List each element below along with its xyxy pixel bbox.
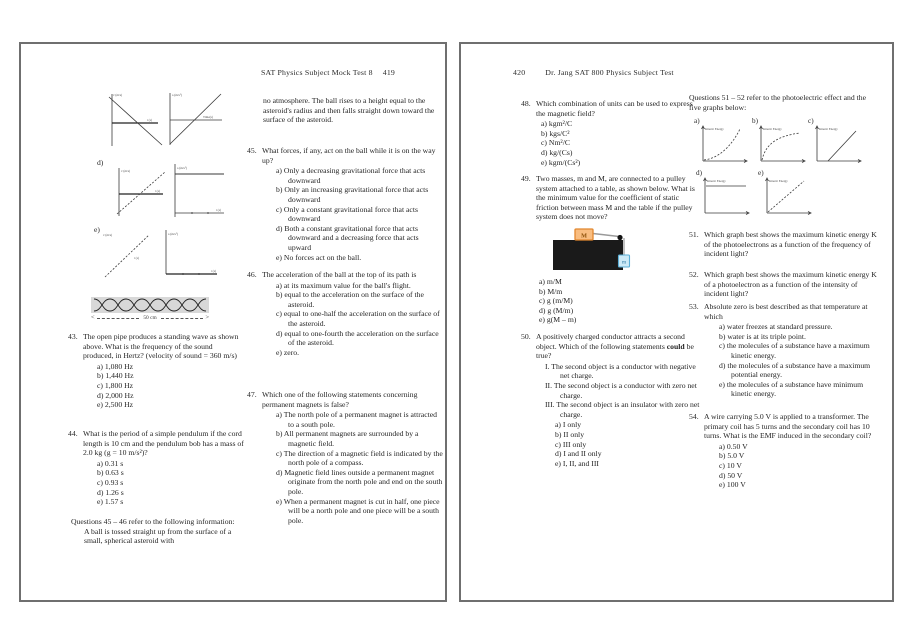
option-e: e) the molecules of a substance have minimum kinetic energy. xyxy=(719,379,864,399)
option-c: c) III only xyxy=(555,439,587,449)
x-axis-label: t (s) xyxy=(134,256,140,260)
question-number: 47. xyxy=(247,390,257,399)
option-a: a) I only xyxy=(555,420,582,430)
option-e: e) kgm/(Cs²) xyxy=(541,157,581,167)
statement-1: I. The second object is a conductor with negative net charge. xyxy=(545,361,696,381)
photoelectric-graph-d xyxy=(700,175,752,217)
option-a: a) m/M xyxy=(539,277,562,286)
mass-M-label: M xyxy=(581,232,587,240)
x-axis-label: Time(s) xyxy=(203,115,213,119)
answer-options xyxy=(719,322,881,399)
question-text-part: A positively charged conductor attracts a second object. Which of the following statements xyxy=(536,332,685,351)
reference-block-45-46 xyxy=(71,517,249,546)
page-419 xyxy=(19,42,447,602)
option-e: e) When a permanent magnet is cut in half, one piece will be a north pole and one piece will be a south pole. xyxy=(276,496,440,525)
question-text: Which combination of units can be used to express the magnetic field? xyxy=(536,99,693,118)
option-b: b) 1,440 Hz xyxy=(97,371,134,381)
y-axis-label: Kinetic Energy xyxy=(705,127,724,131)
question-text xyxy=(536,332,701,361)
option-b: b) water is at its triple point. xyxy=(719,331,806,341)
question-49 xyxy=(521,174,701,222)
statement-2: II. The second object is a conductor with zero net charge. xyxy=(545,380,697,400)
header-page-number: 420 xyxy=(513,68,526,77)
question-48 xyxy=(521,99,699,167)
question-number: 48. xyxy=(521,99,531,108)
figure-letter-e: e) xyxy=(94,225,100,234)
option-d: d) Magnetic field lines outside a permanent magnet originate from the north pole and end on the south pole. xyxy=(276,467,443,496)
x-axis-label: t (s) xyxy=(155,189,161,193)
question-number: 44. xyxy=(68,429,78,438)
question-text: The open pipe produces a standing wave as shown above. What is the frequency of the sound produced, in Hertz? (velocity of sound = 360 m/s) xyxy=(83,332,239,361)
question-50 xyxy=(521,332,701,468)
question-text: Absolute zero is best described as that temperature at which xyxy=(704,302,868,321)
question-49-options xyxy=(539,277,659,325)
question-text: A wire carrying 5.0 V is applied to a transformer. The primary coil has 5 turns and the secondary coil has 10 turns. What is the EMF induced in the secondary coil? xyxy=(704,412,872,441)
option-b: b) All permanent magnets are surrounded by a magnetic field. xyxy=(276,429,419,448)
question-51 xyxy=(689,230,881,259)
option-c: c) 0.93 s xyxy=(97,477,124,487)
question-45 xyxy=(247,146,443,262)
graph-letter-b: b) xyxy=(752,117,758,125)
question-number: 50. xyxy=(521,332,531,341)
question-text-part: be true? xyxy=(536,341,694,361)
option-b: b) equal to the acceleration on the surface of the asteroid. xyxy=(276,290,424,309)
option-c: c) Only a constant gravitational force that acts downward xyxy=(276,204,418,224)
option-b: b) kgs/C² xyxy=(541,128,570,138)
acceleration-time-graph-d-right xyxy=(170,162,227,220)
option-e: e) 2,500 Hz xyxy=(97,400,134,410)
option-d: d) the molecules of a substance have a maximum potential energy. xyxy=(719,360,871,380)
passage-continuation: no atmosphere. The ball rises to a height equal to the asteroid's radius and then falls straight down toward the surface of the asteroid. xyxy=(263,96,435,125)
statement-3: III. The second object is an insulator with zero net charge. xyxy=(545,400,700,419)
question-text: The acceleration of the ball at the top of its path is xyxy=(262,270,417,279)
dashed-line xyxy=(97,318,140,319)
y-axis-label: v (m/s) xyxy=(113,93,123,97)
x-axis-label: t (s) xyxy=(211,269,217,273)
header-page-number: 419 xyxy=(382,68,396,77)
reference-block-51-52: Questions 51 – 52 refer to the photoelectric effect and the five graphs below: xyxy=(689,93,867,112)
arrow-left-icon: < xyxy=(91,314,95,321)
answer-options xyxy=(276,281,443,358)
option-c: c) equal to one-half the acceleration on the surface of the asteroid. xyxy=(276,309,440,328)
question-44 xyxy=(68,429,244,507)
question-number: 49. xyxy=(521,174,531,183)
option-b: b) M/m xyxy=(539,286,563,296)
y-axis-label: Kinetic Energy xyxy=(819,127,838,131)
question-number: 54. xyxy=(689,412,699,421)
question-number: 53. xyxy=(689,302,699,311)
option-b: b) II only xyxy=(555,429,585,439)
question-text: What forces, if any, act on the ball while it is on the way up? xyxy=(262,146,436,165)
pulley-table-figure xyxy=(551,228,637,274)
figure-letter-d: d) xyxy=(97,158,104,167)
option-e: e) 100 V xyxy=(719,480,746,490)
option-a: a) 0.50 V xyxy=(719,441,748,451)
question-46 xyxy=(247,270,443,357)
x-axis-label: t (s) xyxy=(216,208,222,212)
reference-passage: A ball is tossed straight up from the surface of a small, spherical asteroid with xyxy=(84,526,232,546)
question-number: 45. xyxy=(247,146,257,155)
answer-options xyxy=(276,166,443,262)
answer-options xyxy=(276,410,443,525)
dashed-line xyxy=(161,318,204,319)
option-c: c) 10 V xyxy=(719,460,742,470)
option-a: a) The north pole of a permanent magnet is attracted to a south pole. xyxy=(276,410,438,429)
option-d: d) 1.26 s xyxy=(97,487,124,497)
option-d: d) kg/(Cs) xyxy=(541,147,573,157)
arrow-right-icon: > xyxy=(205,314,210,321)
question-number: 51. xyxy=(689,230,699,239)
option-a: a) 1,080 Hz xyxy=(97,361,134,371)
option-d: d) 2,000 Hz xyxy=(97,390,134,400)
option-c: c) The direction of a magnetic field is indicated by the north pole of a compass. xyxy=(276,448,443,468)
option-e: e) g(M – m) xyxy=(539,315,577,325)
graph-letter-c: c) xyxy=(808,117,814,125)
graph-letter-e: e) xyxy=(758,169,764,177)
page-420 xyxy=(459,42,894,602)
y-axis-label: Kinetic Energy xyxy=(763,127,782,131)
question-number: 43. xyxy=(68,332,78,341)
question-text: Two masses, m and M, are connected to a pulley system attached to a table, as shown below. What is the minimum value for the coefficient of static friction between mass M and the table if the pulley system does not move? xyxy=(536,174,695,222)
answer-options xyxy=(541,119,699,167)
answer-options xyxy=(555,420,701,468)
graph-letter-a: a) xyxy=(694,117,700,125)
y-axis-label: Kinetic Energy xyxy=(707,179,726,183)
option-d: d) Both a constant gravitational force that acts downward and a decreasing force that acts upward xyxy=(276,223,419,252)
option-d: d) g (M/m) xyxy=(539,305,574,315)
mass-m-label: m xyxy=(621,259,627,266)
table xyxy=(553,240,623,270)
wave-length-label: 50 cm xyxy=(143,315,157,321)
y-axis-label: a (m/s²) xyxy=(172,93,182,97)
answer-options xyxy=(719,442,881,490)
option-a: a) kgm²/C xyxy=(541,119,573,129)
roman-statements xyxy=(545,362,701,420)
option-e: e) No forces act on the ball. xyxy=(276,252,362,262)
header-title: SAT Physics Subject Mock Test 8 xyxy=(261,68,373,77)
option-c: c) Nm²/C xyxy=(541,138,570,148)
question-43 xyxy=(68,332,244,410)
y-axis-label: v (m/s) xyxy=(103,233,113,237)
pulley-icon xyxy=(617,235,622,240)
option-a: a) Only a decreasing gravitational force that acts downward xyxy=(276,166,426,185)
graph-letter-d: d) xyxy=(696,169,702,177)
question-number: 46. xyxy=(247,270,257,279)
option-d: d) equal to one-fourth the acceleration on the surface of the asteroid. xyxy=(276,328,439,348)
option-c: c) the molecules of a substance have a maximum kinetic energy. xyxy=(719,341,870,360)
answer-options xyxy=(97,362,244,410)
y-axis-label: v (m/s) xyxy=(121,169,131,173)
question-text: Which graph best shows the maximum kinetic energy K of the photoelectrons as a function of the frequency of incident light? xyxy=(704,230,877,259)
option-c: c) g (m/M) xyxy=(539,296,573,306)
running-header-left xyxy=(261,68,395,77)
option-b: b) 0.63 s xyxy=(97,468,124,478)
option-d: d) I and II only xyxy=(555,449,602,459)
standing-wave-figure xyxy=(91,297,209,313)
acceleration-time-graph-e-right xyxy=(161,228,221,278)
velocity-time-graph-d-left xyxy=(113,165,169,219)
bold-word: could xyxy=(666,341,685,351)
photoelectric-graph-c xyxy=(812,123,864,165)
photoelectric-graph-e xyxy=(762,175,814,217)
y-axis-label: a (m/s²) xyxy=(168,232,178,236)
acceleration-time-graph-c-right xyxy=(165,89,225,149)
option-b: b) Only an increasing gravitational force that acts downward xyxy=(276,185,429,204)
option-a: a) water freezes at standard pressure. xyxy=(719,322,833,332)
running-header-right xyxy=(513,68,674,77)
question-53 xyxy=(689,302,881,399)
option-e: e) zero. xyxy=(276,347,300,357)
x-axis-label: t (s) xyxy=(147,118,153,122)
option-e: e) 1.57 s xyxy=(97,497,124,507)
question-52 xyxy=(689,270,881,299)
y-axis-label: a (m/s²) xyxy=(177,166,187,170)
y-axis-label: Kinetic Energy xyxy=(769,179,788,183)
velocity-time-graph-c-left xyxy=(106,90,164,150)
option-c: c) 1,800 Hz xyxy=(97,380,134,390)
option-a: a) at its maximum value for the ball's flight. xyxy=(276,280,411,290)
question-54 xyxy=(689,412,881,490)
question-text: Which one of the following statements concerning permanent magnets is false? xyxy=(262,390,418,409)
option-a: a) 0.31 s xyxy=(97,458,124,468)
option-d: d) 50 V xyxy=(719,470,743,480)
option-b: b) 5.0 V xyxy=(719,451,745,461)
question-47 xyxy=(247,390,443,525)
header-title: Dr. Jang SAT 800 Physics Subject Test xyxy=(545,68,674,77)
answer-options xyxy=(97,459,244,507)
question-text: Which graph best shows the maximum kinetic energy K of a photoelectron as a function of the intensity of incident light? xyxy=(704,270,877,299)
question-number: 52. xyxy=(689,270,699,279)
wave-length-arrow xyxy=(91,315,209,321)
photoelectric-graph-a xyxy=(698,123,750,165)
option-e: e) I, II, and III xyxy=(555,458,599,468)
reference-intro: Questions 45 – 46 refer to the following information: xyxy=(71,517,235,526)
velocity-time-graph-e-left xyxy=(101,229,153,281)
question-text: What is the period of a simple pendulum if the cord length is 10 cm and the pendulum bob has a mass of 2.0 kg (g = 10 m/s²)? xyxy=(83,429,244,458)
photoelectric-graph-b xyxy=(756,123,808,165)
